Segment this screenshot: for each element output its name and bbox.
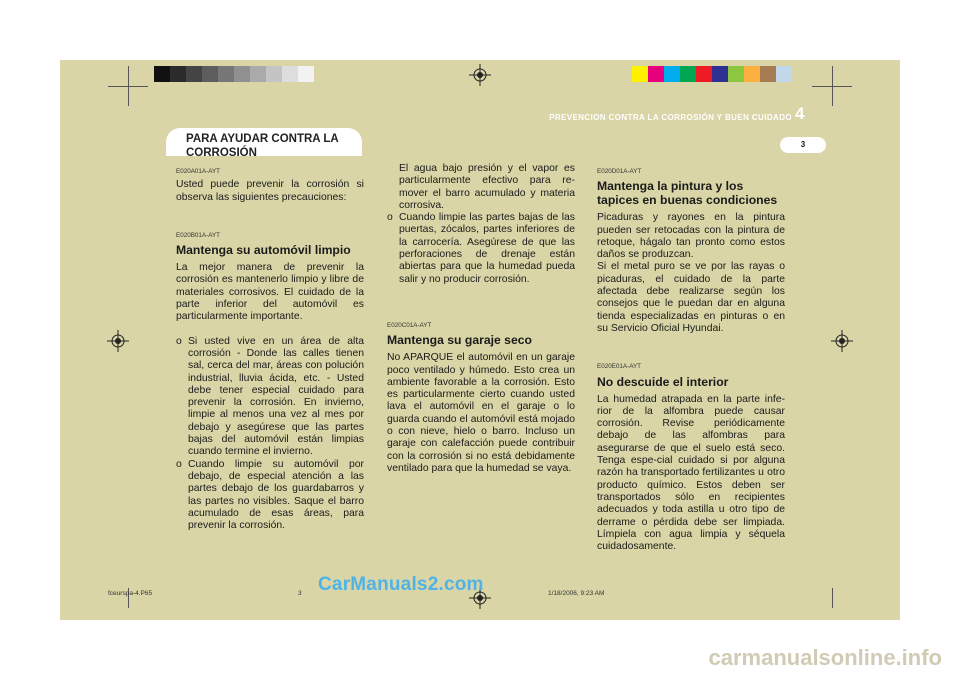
intro-paragraph: Usted puede prevenir la corrosión si observa las siguientes precauciones: — [176, 179, 364, 203]
footer-page: 3 — [298, 590, 302, 597]
list-item-text: Cuando limpie su automóvil por debajo, de especial atención a las partes debajo de los guardabarros y las partes no visibles. Saque el barro acumulado de esas áreas, para prevenir la corrosión. — [188, 458, 364, 532]
color-swatch — [728, 66, 744, 82]
paragraph: Picaduras y rayones en la pintura pueden ser retocadas con la pintura de retoque, hágalo tan pronto como estos daños se produzcan. — [597, 212, 785, 261]
paragraph: No APARQUE el automóvil en un garaje poco ventilado y húmedo. Esto crea un ambiente favorable a la corrosión. Esto es particularmente cierto cuando usted lava el automóvil en el garaje o lo guarda cuando el automóvil está mojado o con nieve, hielo o barro. Incluso un garaje con calefacción puede contribuir con la corrosión si no está debidamente ventilado para que la humedad se vaya. — [387, 352, 575, 474]
list-item-text: Cuando limpie las partes bajas de las puertas, zócalos, partes inferiores de la carrocería. Asegúrese de que las perforaciones de drenaje están abiertas para que la humedad pueda salir y no producir corrosión. — [399, 212, 575, 285]
color-calibration-bar — [632, 66, 792, 82]
registration-mark-icon — [831, 330, 853, 352]
section-heading: No descuide el interior — [597, 374, 729, 389]
crop-mark — [108, 86, 148, 87]
list-item — [176, 459, 364, 533]
bullet-mark: o — [387, 212, 393, 224]
paragraph: La mejor manera de prevenir la corrosión es mantenerlo limpio y libre de materiales corrosivos. El cuidado de la parte inferior del automóvil es particularmente importante. — [176, 262, 364, 323]
paragraph: Si el metal puro se ve por las rayas o picaduras, el cuidado de la parte afectada debe realizarse según los consejos que le puedan dar en alguna tienda especializadas en pinturas o en su Servicio Oficial Hyundai. — [597, 261, 785, 334]
footer-date: 1/18/2006, 9:23 AM — [548, 590, 605, 597]
color-swatch — [282, 66, 298, 82]
section-heading: Mantenga la pintura y los tapices en buenas condiciones — [597, 179, 778, 208]
color-swatch — [648, 66, 664, 82]
color-swatch — [776, 66, 792, 82]
column-3 — [597, 166, 785, 553]
section-code: E020D01A-AYT — [597, 168, 642, 175]
bottom-watermark: carmanualsonline.info — [708, 645, 942, 670]
color-swatch — [696, 66, 712, 82]
crop-mark — [832, 588, 833, 608]
chapter-number: 4 — [795, 104, 805, 123]
color-swatch — [680, 66, 696, 82]
list-item — [176, 336, 364, 459]
section-heading: Mantenga su garaje seco — [387, 333, 532, 348]
paragraph: El agua bajo presión y el vapor es particularmente efectivo para re-mover el barro acumulado y materia corrosiva. — [399, 163, 575, 211]
crop-mark — [812, 86, 852, 87]
section-title: PARA AYUDAR CONTRA LA CORROSIÓN — [186, 133, 339, 159]
color-swatch — [664, 66, 680, 82]
section-code: E020C01A-AYT — [387, 321, 432, 329]
color-swatch — [234, 66, 250, 82]
color-swatch — [186, 66, 202, 82]
gray-calibration-bar — [154, 66, 314, 82]
paragraph: La humedad atrapada en la parte infe-rior de la alfombra puede causar corrosión. Revise periódicamente debajo de las alfombras para asegurarse de que el suelo está seco. Tenga espe-cial cuidado si por alguna razón ha transportado fertilizantes u otro producto químico. Estos deben ser transportados sólo en recipientes adecuados y toda astilla u otro tipo de derrame o pérdida debe ser limpiada. Límpiela con agua limpia y séquela cuidadosamente. — [597, 393, 785, 553]
list-item-text: Si usted vive en un área de alta corrosión - Donde las calles tienen sal, cerca del mar, áreas con polución industrial, lluvia ácida, etc. - Usted debe tener especial cuidado para prevenir la corrosión. En invierno, limpie al menos una vez al mes por debajo y asegúrese que las partes bajas del automóvil están limpias cuando termine el invierno. — [188, 335, 364, 458]
registration-mark-icon — [469, 64, 491, 86]
bullet-mark: o — [176, 335, 182, 347]
bullet-mark: o — [176, 458, 182, 470]
color-swatch — [712, 66, 728, 82]
list-item — [387, 212, 575, 286]
section-code: E020A01A-AYT — [176, 168, 220, 175]
color-swatch — [760, 66, 776, 82]
color-swatch — [298, 66, 314, 82]
color-swatch — [250, 66, 266, 82]
footer-filename: fceurspa-4.P65 — [108, 590, 153, 597]
color-swatch — [218, 66, 234, 82]
color-swatch — [266, 66, 282, 82]
color-swatch — [202, 66, 218, 82]
color-swatch — [170, 66, 186, 82]
section-heading: Mantenga su automóvil limpio — [176, 243, 351, 258]
chapter-title: PREVENCION CONTRA LA CORROSIÓN Y BUEN CUIDADO — [549, 113, 792, 122]
color-swatch — [154, 66, 170, 82]
column-2 — [387, 163, 575, 475]
registration-mark-icon — [107, 330, 129, 352]
section-code: E020E01A-AYT — [597, 363, 641, 371]
page-number-badge: 3 — [780, 137, 826, 153]
column-1 — [176, 166, 364, 532]
color-swatch — [744, 66, 760, 82]
color-swatch — [632, 66, 648, 82]
section-code: E020B01A-AYT — [176, 231, 220, 239]
watermark-link[interactable]: CarManuals2.com — [318, 574, 484, 595]
